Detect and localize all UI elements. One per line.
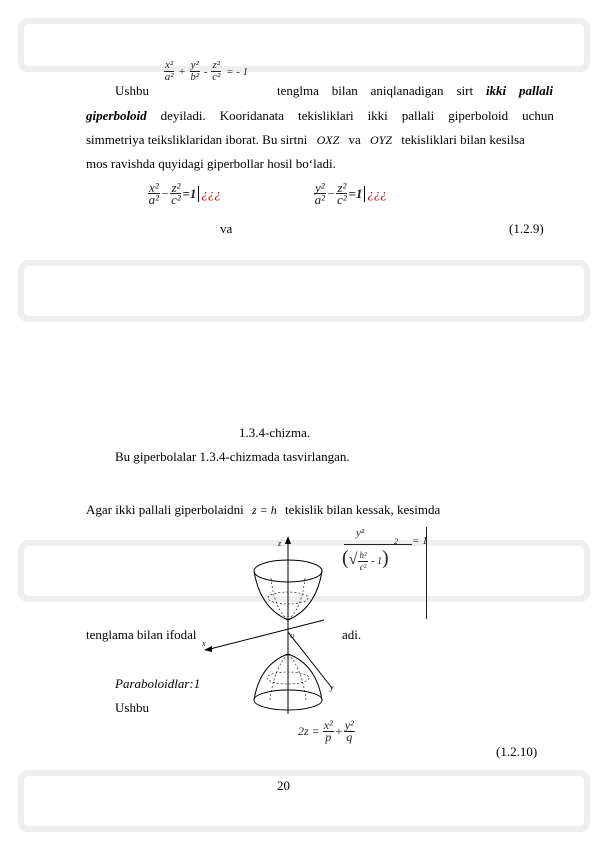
watermark-frame: [18, 260, 590, 322]
equation-number-1-2-9: (1.2.9): [509, 221, 544, 236]
watermark-frame: [18, 18, 590, 72]
paragraph-b: Agar ikki pallali giperbolaidni z = h tekislik bilan kessak, kesimda: [86, 502, 441, 517]
term-pallali: pallali: [519, 83, 553, 98]
line-1-words: tenglma bilan aniqlanadigan sirt ikki pallali: [277, 83, 553, 98]
plane-oyz: OYZ: [370, 133, 393, 147]
term-giperboloid: giperboloid: [86, 108, 147, 123]
upper-sheet-meridian: [271, 578, 288, 620]
plane-oxz: OXZ: [316, 133, 340, 147]
watermark-frame: [18, 770, 590, 832]
figure-caption: 1.3.4-chizma.: [239, 425, 311, 440]
y-axis-label: y: [330, 683, 334, 692]
hyperbola-eq-2: $\frac{\text{y²}}{\text{a²}}$ − $\frac{\text{z²}}{\text{c²}}$ =1 ¿¿¿: [314, 180, 387, 207]
lower-sheet-meridian: [270, 654, 288, 700]
z-axis-label: z: [278, 539, 282, 548]
z-axis-arrow: [285, 536, 291, 544]
equation-number-1-2-10: (1.2.10): [496, 744, 538, 759]
plane-z-h: z = h: [252, 503, 277, 517]
paraboloid-heading: Paraboloidlar:1: [115, 676, 201, 691]
hyperbola-eq-1: $\frac{\text{x²}}{\text{a²}}$ − $\frac{\text{z²}}{\text{c²}}$ =1 ¿¿¿: [148, 180, 221, 207]
line-2: giperboloid deyiladi. Kooridanata tekisliklari ikki pallali giperboloid uchun: [86, 108, 554, 123]
two-sheet-hyperboloid-figure: [200, 528, 340, 720]
line-1: [115, 82, 149, 99]
y-axis: [288, 632, 332, 688]
line-4: mos ravishda quyidagi giperbollar hosil bo‘ladi.: [86, 156, 336, 171]
term-ikki: ikki: [485, 83, 507, 98]
page-number: 20: [277, 778, 290, 793]
lower-sheet-meridian: [288, 654, 306, 700]
x-axis: [206, 620, 324, 650]
formula-two-sheet-hyperboloid: $\frac{\text{x²}}{\text{a²}}$ + $\frac{\text{y²}}{\text{b²}}$ - $\frac{\text{z²}}{\text{c²}}$ = - 1: [164, 59, 249, 83]
paraboloid-equation: 2z = $\frac{\text{x²}}{p}$ + $\frac{\text{y²}}{q}$: [298, 718, 354, 744]
upper-sheet-meridian: [288, 578, 305, 620]
line-3: simmetriya teiksliklaridan iborat. Bu sirtni OXZ va OYZ tekisliklari bilan kesilsa: [86, 132, 525, 147]
origin-label: O: [290, 634, 295, 640]
paragraph-a: Bu giperbolalar 1.3.4-chizmada tasvirlangan.: [115, 449, 350, 464]
x-axis-label: x: [202, 639, 206, 648]
ushbu-word: Ushbu: [115, 83, 149, 98]
section-ellipse-formula: y² (√ $\frac{\text{h²}}{\text{c²}}$ - 1) 2 = 1: [342, 527, 432, 619]
paragraph-c-end: adi.: [342, 627, 362, 642]
connector-va: va: [220, 221, 233, 236]
paragraph-c-start: tenglama bilan ifodal: [86, 627, 197, 642]
ushbu-2: Ushbu: [115, 700, 149, 715]
